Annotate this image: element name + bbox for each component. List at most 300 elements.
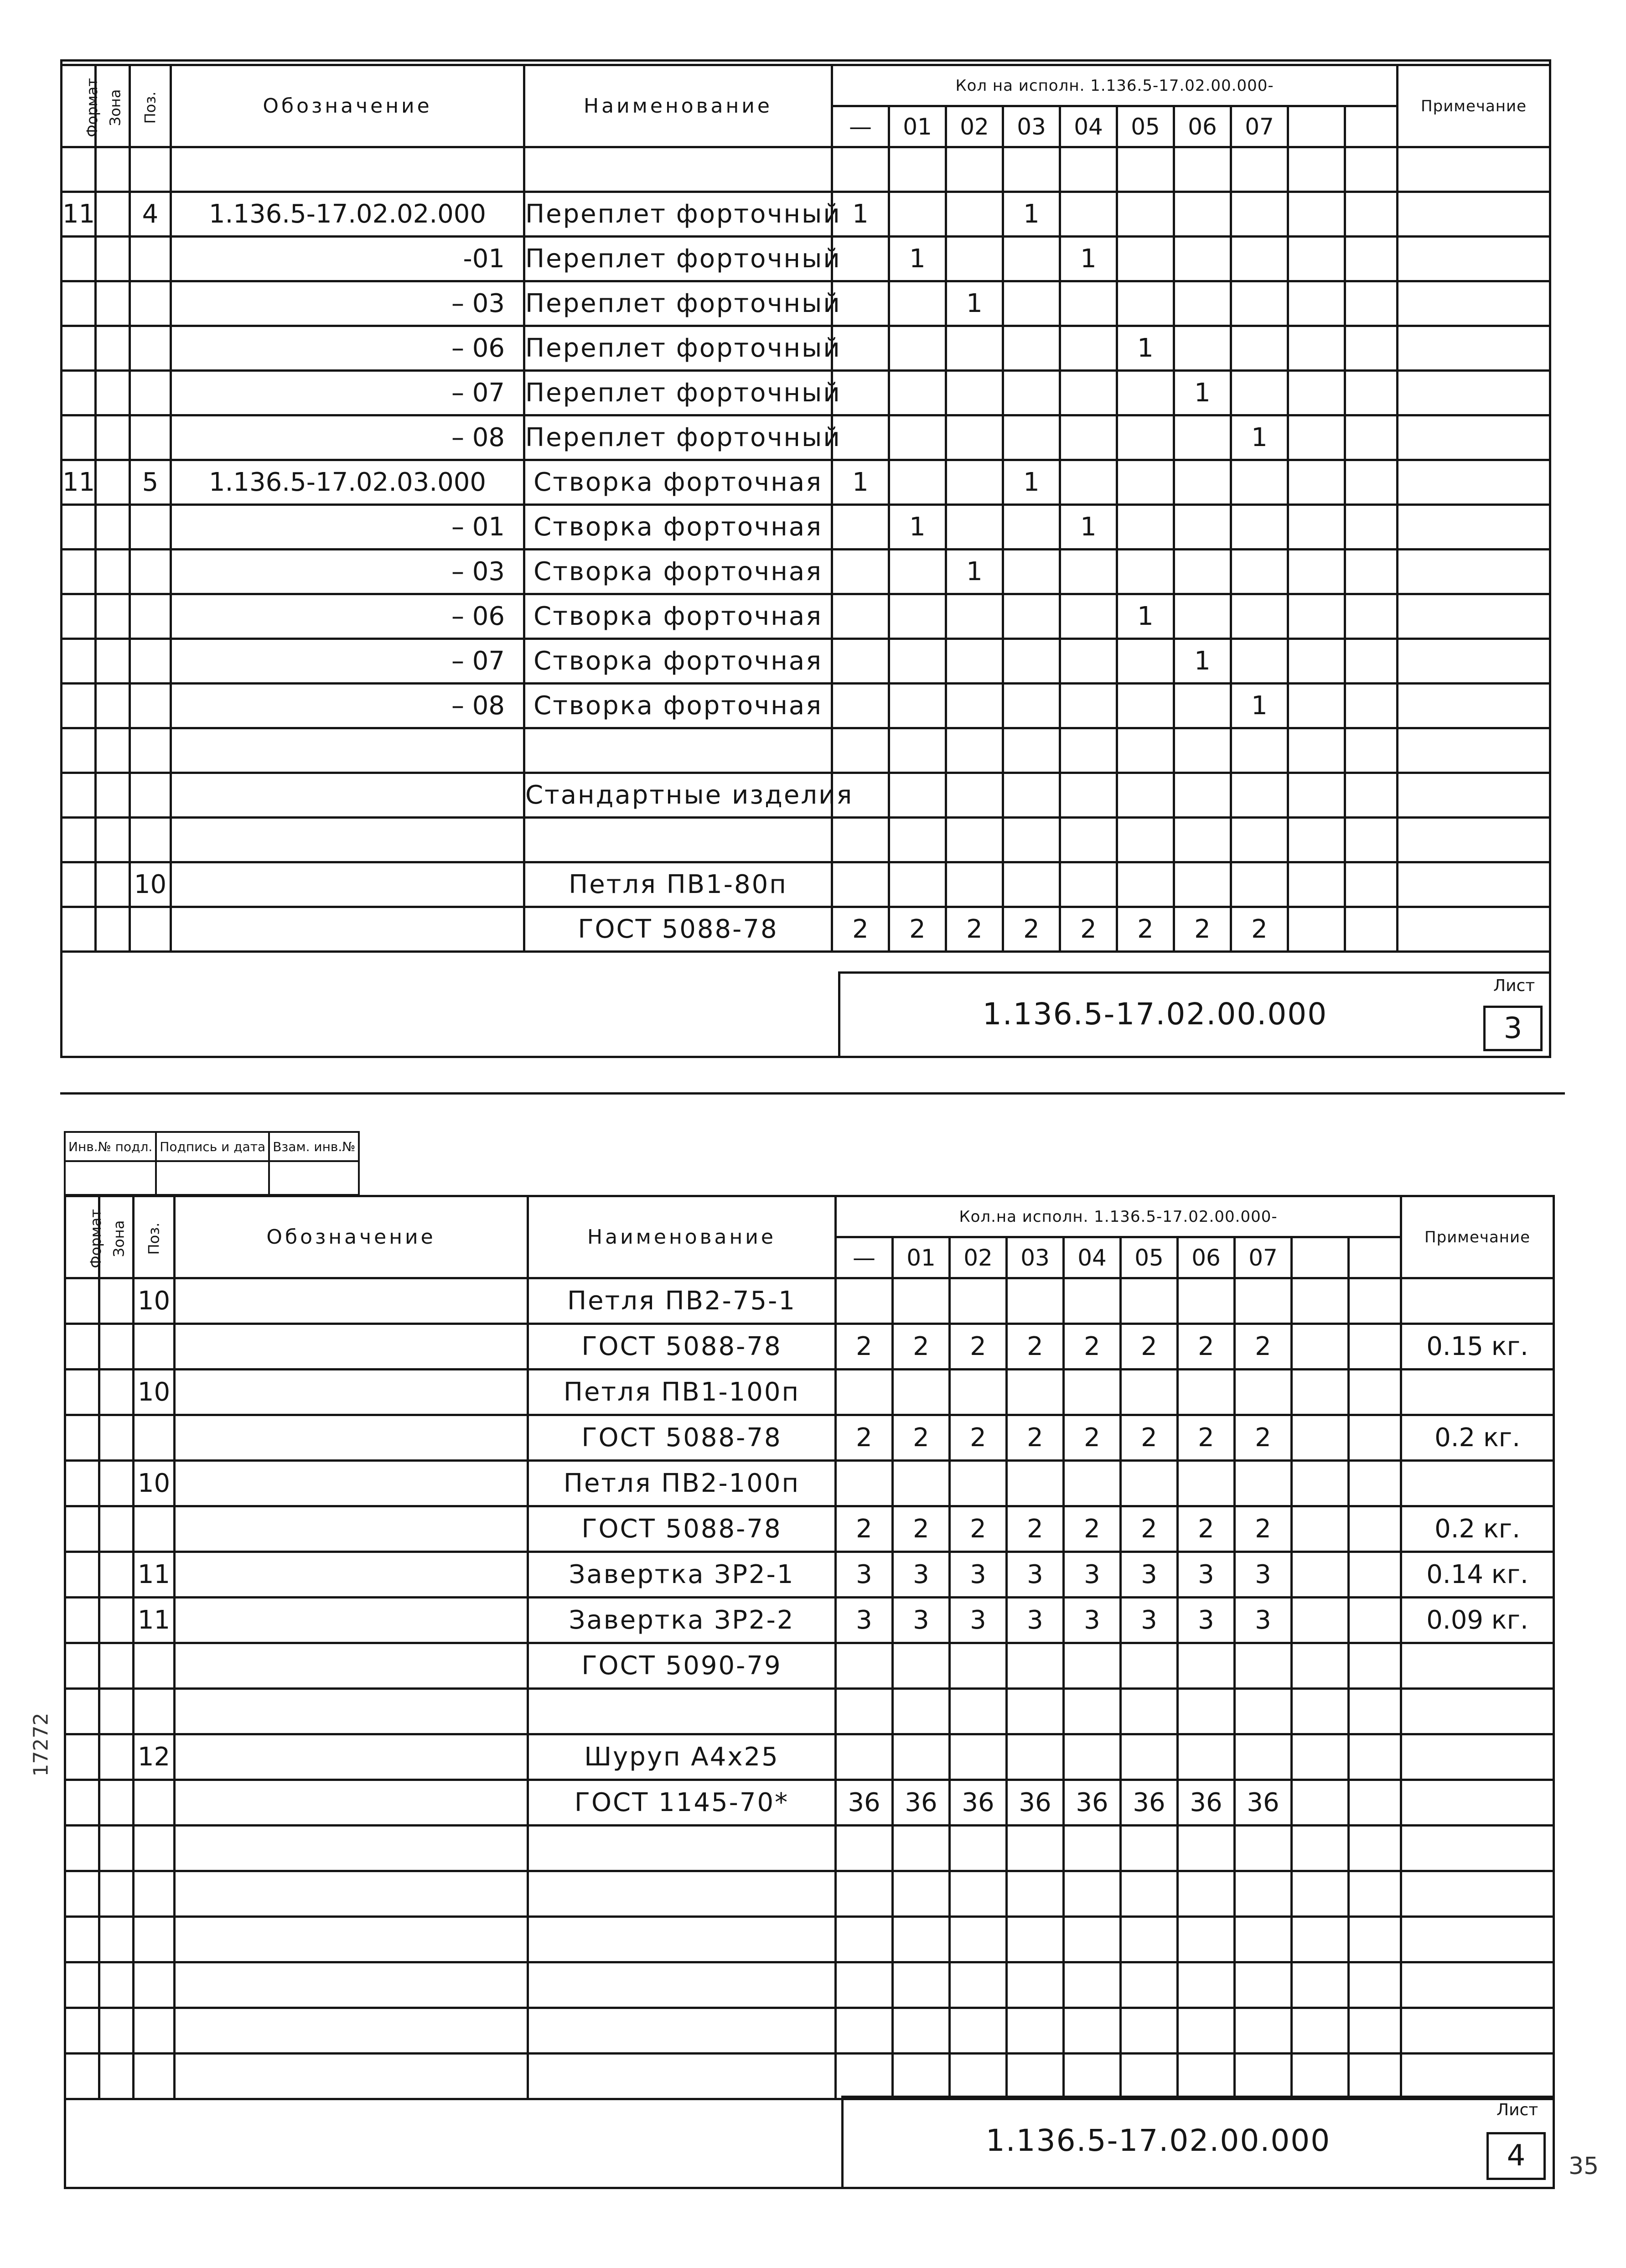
table-row (65, 1552, 1554, 1598)
quantity-cell (950, 1689, 1007, 1734)
margin-corner-number: 35 (1569, 2153, 1599, 2180)
position-cell (134, 1506, 175, 1552)
quantity-cell: 2 (1007, 1506, 1064, 1552)
designation-cell: – 03 (171, 281, 524, 326)
designation-cell: – 08 (171, 415, 524, 460)
position-cell (130, 684, 171, 728)
position-cell (134, 1324, 175, 1370)
sheet-4-spec-table (64, 1195, 1550, 2100)
quantity-cell (1007, 1826, 1064, 1871)
position-cell: 10 (134, 1278, 175, 1324)
quantity-cell (1007, 1370, 1064, 1415)
note-cell (1398, 550, 1550, 594)
quantity-cell (1178, 1962, 1235, 2008)
sheet-3-title-block (838, 971, 1551, 1058)
quantity-cell (1349, 1552, 1401, 1598)
zone-cell (99, 1324, 134, 1370)
zone-cell (96, 460, 130, 505)
quantity-cell (1292, 2008, 1349, 2054)
quantity-cell (1235, 1734, 1292, 1780)
quantity-cell: 1 (1231, 415, 1288, 460)
quantity-cell: 2 (889, 907, 946, 952)
quantity-cell (1349, 1780, 1401, 1826)
quantity-cell (889, 550, 946, 594)
quantity-cell (893, 2054, 950, 2099)
quantity-cell: 2 (1117, 907, 1174, 952)
header-pos: Поз. (134, 1196, 175, 1278)
zone-cell (96, 415, 130, 460)
quantity-cell (1007, 1643, 1064, 1689)
header-zone: Зона (96, 65, 130, 147)
quantity-cell (1288, 505, 1345, 550)
position-cell (134, 1780, 175, 1826)
name-cell (528, 1826, 836, 1871)
zone-cell (96, 550, 130, 594)
table-row (62, 550, 1550, 594)
quantity-cell (946, 237, 1003, 281)
quantity-cell (1003, 415, 1060, 460)
quantity-cell (946, 415, 1003, 460)
format-cell (62, 773, 96, 818)
name-cell (524, 147, 832, 192)
quantity-cell (1349, 1461, 1401, 1506)
position-cell: 12 (134, 1734, 175, 1780)
quantity-cell (1007, 1461, 1064, 1506)
quantity-cell (1288, 728, 1345, 773)
variant-header-5: 05 (1121, 1237, 1178, 1278)
quantity-cell (1235, 1826, 1292, 1871)
header-name: Наименование (524, 65, 832, 147)
quantity-cell (1007, 1734, 1064, 1780)
position-cell (134, 1917, 175, 1962)
quantity-cell (950, 1826, 1007, 1871)
quantity-cell (893, 1643, 950, 1689)
quantity-cell (832, 550, 889, 594)
quantity-cell (1231, 326, 1288, 371)
quantity-cell (1349, 1734, 1401, 1780)
position-cell: 5 (130, 460, 171, 505)
format-cell (62, 728, 96, 773)
quantity-cell: 2 (1121, 1415, 1178, 1461)
quantity-cell (889, 460, 946, 505)
zone-cell (96, 728, 130, 773)
designation-cell (171, 862, 524, 907)
note-cell (1401, 1962, 1554, 2008)
quantity-cell (1060, 639, 1117, 684)
variant-header-4: 04 (1060, 106, 1117, 147)
quantity-cell (1288, 147, 1345, 192)
quantity-cell (1174, 237, 1231, 281)
zone-cell (96, 684, 130, 728)
position-cell (130, 907, 171, 952)
quantity-cell: 2 (836, 1324, 893, 1370)
quantity-cell (1007, 1917, 1064, 1962)
format-cell (65, 2054, 99, 2099)
quantity-cell (1117, 237, 1174, 281)
table-row (65, 1643, 1554, 1689)
position-cell (134, 1415, 175, 1461)
table-row (62, 594, 1550, 639)
quantity-cell (836, 1461, 893, 1506)
table-row (65, 1689, 1554, 1734)
quantity-cell (1292, 1962, 1349, 2008)
quantity-cell (946, 684, 1003, 728)
quantity-cell (950, 2054, 1007, 2099)
format-cell (65, 1598, 99, 1643)
quantity-cell (950, 1370, 1007, 1415)
note-cell (1401, 1917, 1554, 1962)
quantity-cell: 3 (950, 1552, 1007, 1598)
header-note: Примечание (1401, 1196, 1554, 1278)
designation-cell (171, 147, 524, 192)
quantity-cell (836, 1734, 893, 1780)
format-cell (65, 1962, 99, 2008)
quantity-cell (1174, 281, 1231, 326)
table-row (65, 1780, 1554, 1826)
format-cell (65, 1506, 99, 1552)
quantity-cell (836, 1917, 893, 1962)
name-cell: Створка форточная (524, 639, 832, 684)
position-cell (130, 237, 171, 281)
variant-header-3: 03 (1007, 1237, 1064, 1278)
quantity-cell (1345, 907, 1398, 952)
quantity-cell (1060, 550, 1117, 594)
name-cell: Створка форточная (524, 505, 832, 550)
table-row (65, 1598, 1554, 1643)
quantity-cell (1288, 192, 1345, 237)
note-cell (1398, 460, 1550, 505)
note-cell (1398, 728, 1550, 773)
table-row (65, 1506, 1554, 1552)
quantity-cell (1349, 1917, 1401, 1962)
quantity-cell: 2 (836, 1415, 893, 1461)
quantity-cell (1235, 2054, 1292, 2099)
quantity-cell (1292, 1734, 1349, 1780)
table-row (62, 460, 1550, 505)
quantity-cell (950, 1871, 1007, 1917)
quantity-cell (1235, 1370, 1292, 1415)
quantity-cell (950, 1734, 1007, 1780)
quantity-cell (1345, 818, 1398, 862)
quantity-cell (1231, 237, 1288, 281)
sheet-divider (60, 1092, 1565, 1095)
quantity-cell (1174, 192, 1231, 237)
zone-cell (96, 505, 130, 550)
zone-cell (99, 1780, 134, 1826)
quantity-cell: 3 (1121, 1552, 1178, 1598)
table-row (62, 192, 1550, 237)
quantity-cell (1345, 371, 1398, 415)
quantity-cell (1345, 550, 1398, 594)
name-cell: Переплет форточный (524, 192, 832, 237)
sheet-3-document-code: 1.136.5-17.02.00.000 (982, 996, 1328, 1032)
quantity-cell (1292, 1552, 1349, 1598)
quantity-cell (1003, 371, 1060, 415)
designation-cell (171, 907, 524, 952)
quantity-cell (1060, 862, 1117, 907)
table-row (62, 371, 1550, 415)
quantity-cell (950, 1643, 1007, 1689)
quantity-cell (1235, 2008, 1292, 2054)
designation-cell (175, 1415, 528, 1461)
table-row (65, 1415, 1554, 1461)
quantity-cell (1064, 2054, 1121, 2099)
quantity-cell: 36 (1178, 1780, 1235, 1826)
quantity-cell: 2 (1121, 1506, 1178, 1552)
quantity-cell (946, 818, 1003, 862)
quantity-cell (1345, 460, 1398, 505)
designation-cell (171, 773, 524, 818)
quantity-cell (836, 1643, 893, 1689)
quantity-cell: 3 (950, 1598, 1007, 1643)
quantity-cell (1174, 594, 1231, 639)
quantity-cell (1174, 728, 1231, 773)
designation-cell: – 08 (171, 684, 524, 728)
zone-cell (99, 1415, 134, 1461)
quantity-cell: 36 (950, 1780, 1007, 1826)
quantity-cell: 2 (1178, 1506, 1235, 1552)
position-cell (130, 550, 171, 594)
quantity-cell (893, 1689, 950, 1734)
quantity-cell (1117, 415, 1174, 460)
quantity-cell (836, 1962, 893, 2008)
header-designation: Обозначение (175, 1196, 528, 1278)
zone-cell (96, 639, 130, 684)
quantity-cell: 36 (836, 1780, 893, 1826)
quantity-cell (1117, 550, 1174, 594)
quantity-cell (1007, 1871, 1064, 1917)
quantity-cell (1231, 281, 1288, 326)
designation-cell (175, 1643, 528, 1689)
quantity-cell (1178, 1917, 1235, 1962)
quantity-cell: 1 (889, 237, 946, 281)
designation-cell: – 01 (171, 505, 524, 550)
quantity-cell (1292, 1826, 1349, 1871)
sheet-3-list-number: 3 (1483, 1006, 1543, 1051)
table-row (65, 1324, 1554, 1370)
quantity-cell (1292, 1278, 1349, 1324)
quantity-cell (1064, 1689, 1121, 1734)
quantity-cell (1178, 2008, 1235, 2054)
zone-cell (99, 1552, 134, 1598)
quantity-cell: 1 (1117, 594, 1174, 639)
table-row (62, 907, 1550, 952)
variant-header-7: 07 (1235, 1237, 1292, 1278)
quantity-cell (1117, 460, 1174, 505)
zone-cell (96, 862, 130, 907)
zone-cell (96, 147, 130, 192)
format-cell (62, 281, 96, 326)
designation-cell: – 06 (171, 594, 524, 639)
quantity-cell (1003, 550, 1060, 594)
quantity-cell (889, 371, 946, 415)
quantity-cell (1349, 1643, 1401, 1689)
quantity-cell (1003, 728, 1060, 773)
position-cell: 10 (134, 1370, 175, 1415)
quantity-cell: 1 (946, 281, 1003, 326)
quantity-cell (1292, 1506, 1349, 1552)
name-cell: Петля ПВ2-75-1 (528, 1278, 836, 1324)
table-row (65, 1917, 1554, 1962)
position-cell (130, 594, 171, 639)
variant-header-0: — (832, 106, 889, 147)
quantity-cell (836, 2008, 893, 2054)
quantity-cell (1235, 1278, 1292, 1324)
note-cell (1401, 1826, 1554, 1871)
table-row (65, 1962, 1554, 2008)
format-cell (62, 371, 96, 415)
position-cell (134, 2054, 175, 2099)
zone-cell (96, 192, 130, 237)
variant-header-2: 02 (946, 106, 1003, 147)
note-cell (1398, 639, 1550, 684)
note-cell: 0.2 кг. (1401, 1506, 1554, 1552)
variant-header-1: 01 (893, 1237, 950, 1278)
quantity-cell: 3 (1235, 1552, 1292, 1598)
quantity-cell (1288, 550, 1345, 594)
position-cell (134, 1689, 175, 1734)
quantity-cell: 2 (1003, 907, 1060, 952)
quantity-cell (1064, 1370, 1121, 1415)
quantity-cell (1174, 326, 1231, 371)
sheet-4-list-label: Лист (1497, 2101, 1538, 2119)
quantity-cell (1345, 684, 1398, 728)
quantity-cell (836, 2054, 893, 2099)
designation-cell: 1.136.5-17.02.02.000 (171, 192, 524, 237)
quantity-cell (1121, 1871, 1178, 1917)
quantity-cell (1231, 818, 1288, 862)
note-cell (1401, 2008, 1554, 2054)
zone-cell (99, 1461, 134, 1506)
note-cell (1398, 237, 1550, 281)
note-cell (1398, 505, 1550, 550)
quantity-cell (1117, 505, 1174, 550)
quantity-cell (1292, 1324, 1349, 1370)
quantity-cell (893, 1461, 950, 1506)
quantity-cell: 36 (1235, 1780, 1292, 1826)
name-cell: Завертка ЗР2-2 (528, 1598, 836, 1643)
quantity-cell (1349, 1689, 1401, 1734)
quantity-cell (1345, 773, 1398, 818)
table-row (62, 684, 1550, 728)
designation-cell (175, 1917, 528, 1962)
zone-cell (99, 2008, 134, 2054)
quantity-cell (1345, 192, 1398, 237)
quantity-cell (1178, 1643, 1235, 1689)
quantity-cell (1345, 147, 1398, 192)
note-cell (1398, 147, 1550, 192)
name-cell (524, 728, 832, 773)
stamp-signature-date: Подпись и дата (156, 1132, 269, 1161)
quantity-cell (1174, 147, 1231, 192)
header-designation: Обозначение (171, 65, 524, 147)
quantity-cell (1349, 1415, 1401, 1461)
table-row (65, 1734, 1554, 1780)
quantity-cell: 36 (893, 1780, 950, 1826)
quantity-cell (889, 862, 946, 907)
quantity-cell: 1 (1003, 460, 1060, 505)
quantity-cell (889, 415, 946, 460)
quantity-cell (1231, 550, 1288, 594)
note-cell (1398, 818, 1550, 862)
variant-header-7: 07 (1231, 106, 1288, 147)
quantity-cell: 2 (1007, 1415, 1064, 1461)
quantity-cell (1235, 1643, 1292, 1689)
quantity-cell (1288, 281, 1345, 326)
quantity-cell (1292, 1871, 1349, 1917)
note-cell (1401, 1370, 1554, 1415)
quantity-cell (1231, 594, 1288, 639)
designation-cell (175, 2008, 528, 2054)
quantity-cell (1292, 1780, 1349, 1826)
quantity-cell (832, 639, 889, 684)
quantity-cell: 1 (832, 192, 889, 237)
table-row (62, 237, 1550, 281)
table-row (62, 505, 1550, 550)
table-row (62, 862, 1550, 907)
quantity-cell (1178, 1826, 1235, 1871)
quantity-cell (889, 818, 946, 862)
quantity-cell (1121, 2054, 1178, 2099)
quantity-cell (1231, 147, 1288, 192)
note-cell (1398, 594, 1550, 639)
quantity-cell: 1 (1174, 371, 1231, 415)
position-cell (130, 773, 171, 818)
quantity-cell: 1 (832, 460, 889, 505)
quantity-cell (950, 1278, 1007, 1324)
name-cell: Переплет форточный (524, 326, 832, 371)
quantity-cell (1060, 773, 1117, 818)
header-qty-title: Кол на исполн. 1.136.5-17.02.00.000- (832, 65, 1398, 106)
table-row (65, 1278, 1554, 1324)
position-cell (130, 371, 171, 415)
format-cell (65, 1871, 99, 1917)
designation-cell (175, 2054, 528, 2099)
name-cell: Петля ПВ1-80п (524, 862, 832, 907)
designation-cell (175, 1780, 528, 1826)
quantity-cell: 2 (893, 1506, 950, 1552)
quantity-cell (1178, 1871, 1235, 1917)
note-cell (1398, 326, 1550, 371)
quantity-cell: 3 (836, 1552, 893, 1598)
zone-cell (99, 1689, 134, 1734)
zone-cell (99, 1871, 134, 1917)
quantity-cell (1292, 1643, 1349, 1689)
format-cell (65, 1415, 99, 1461)
note-cell (1398, 684, 1550, 728)
quantity-cell: 2 (1235, 1506, 1292, 1552)
table-row (62, 728, 1550, 773)
note-cell (1401, 1734, 1554, 1780)
quantity-cell (1345, 728, 1398, 773)
quantity-cell: 2 (1121, 1324, 1178, 1370)
designation-cell (175, 1506, 528, 1552)
format-cell (65, 1734, 99, 1780)
quantity-cell (893, 1871, 950, 1917)
note-cell: 0.14 кг. (1401, 1552, 1554, 1598)
name-cell: Створка форточная (524, 594, 832, 639)
table-row (65, 1461, 1554, 1506)
note-cell (1398, 192, 1550, 237)
quantity-cell (1064, 1278, 1121, 1324)
quantity-cell (836, 1370, 893, 1415)
quantity-cell (1288, 326, 1345, 371)
quantity-cell (1121, 2008, 1178, 2054)
quantity-cell (1178, 1734, 1235, 1780)
quantity-cell (1117, 147, 1174, 192)
quantity-cell (889, 192, 946, 237)
variant-header-8 (1292, 1237, 1349, 1278)
